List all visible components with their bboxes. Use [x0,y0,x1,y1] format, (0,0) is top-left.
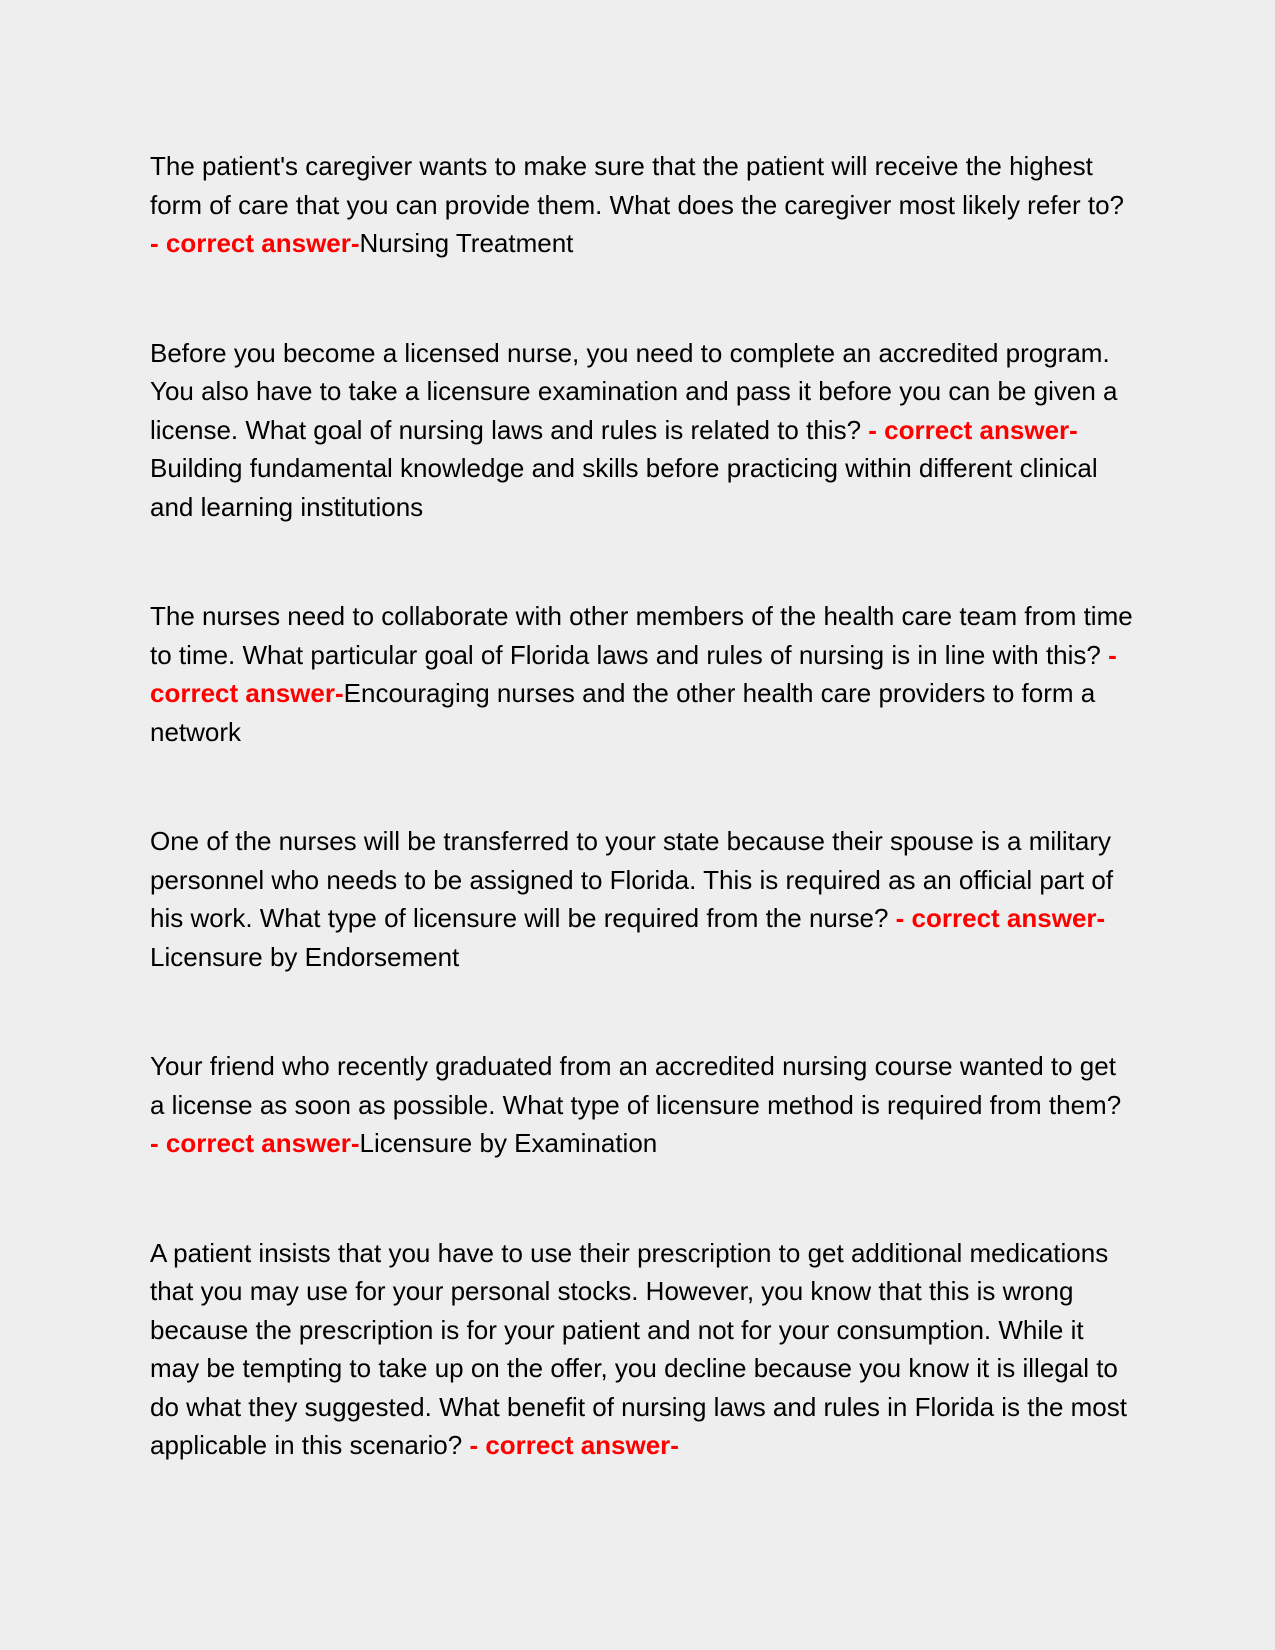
answer-text: Licensure by Endorsement [150,941,460,972]
qa-item-1 [150,147,1135,263]
answer-text: Encouraging nurses and the other health care providers to form a network [150,678,1096,747]
question-text: A patient insists that you have to use their prescription to get additional medications that you may use for your personal stocks. However, you know that this is wrong because the prescription is for your patient and not for your consumption. While it may be tempting to take up on the offer, you decline because you know it is illegal to do what they suggested. What benefit of nursing laws and rules in Florida is the most applicable in this scenario? [150,1237,1127,1460]
answer-text: Building fundamental knowledge and skills before practicing within different clinical and learning institutions [150,453,1098,522]
correct-answer-marker: - correct answer- [150,1128,360,1158]
qa-item-5 [150,1047,1135,1163]
question-text: Before you become a licensed nurse, you need to complete an accredited program. You also have to take a licensure examination and pass it before you can be given a license. What goal of nursing laws and rules is related to this? [150,337,1118,445]
question-text: The patient's caregiver wants to make sure that the patient will receive the highest form of care that you can provide them. What does the caregiver most likely refer to? [150,151,1124,220]
correct-answer-marker: - correct answer- [469,1430,679,1460]
question-text: Your friend who recently graduated from an accredited nursing course wanted to get a license as soon as possible. What type of licensure method is required from them? [150,1051,1122,1120]
qa-item-4 [150,822,1135,976]
correct-answer-marker: - correct answer- [150,228,360,258]
qa-item-6 [150,1234,1135,1465]
correct-answer-marker: - correct answer- [895,903,1106,933]
correct-answer-marker: - correct answer- [150,639,1117,708]
document-page [150,147,1135,1536]
answer-text: Licensure by Examination [359,1128,658,1158]
qa-item-3 [150,597,1135,751]
answer-text: Nursing Treatment [359,228,574,258]
correct-answer-marker: - correct answer- [868,414,1078,445]
question-text: One of the nurses will be transferred to your state because their spouse is a military personnel who needs to be assigned to Florida. This is required as an official part of his work. What type of licensure will be required from the nurse? [150,826,1114,933]
question-text: The nurses need to collaborate with other members of the health care team from time to time. What particular goal of Florida laws and rules of nursing is in line with this? [150,601,1133,670]
qa-item-2 [150,334,1135,527]
